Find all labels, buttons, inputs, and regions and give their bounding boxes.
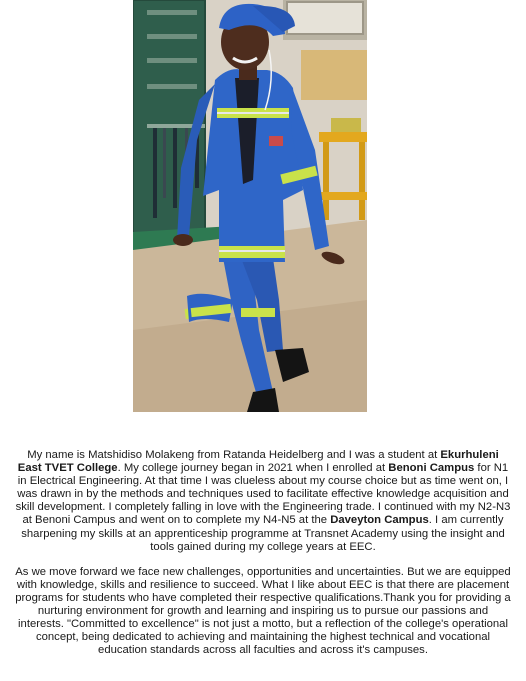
bold-campus-name: Daveyton Campus bbox=[330, 514, 429, 527]
paragraph-intro bbox=[14, 449, 512, 554]
bold-college-name: Ekurhuleni East TVET College bbox=[17, 449, 499, 475]
paragraph-reflection: As we move forward we face new challenges, opportunities and uncertainties. But we are equipped with knowledge, skills and resilience to succeed. What I like about EEC is that there are placement programs for students who have completed their respective qualifications.Thank you for providing a nurturing environment for growth and learning and inspiring us to pursue our passions and interests. "Committed to excellence" is not just a motto, but a reflection of the college's operational concept, being dedicated to achieving and maintaining the highest technical and vocational education standards across all faculties and across it's campuses. bbox=[15, 565, 511, 657]
text-segment: . My college journey began in 2021 when I enrolled at bbox=[117, 462, 389, 475]
bold-campus-name: Benoni Campus bbox=[388, 462, 475, 475]
text-segment: . I am currently sharpening my skills at an apprenticeship programme at Transnet Academy using the insight and tools gained during my college years at EEC. bbox=[21, 514, 505, 553]
text-segment: My name is Matshidiso Molakeng from Ratanda Heidelberg and I was a student at bbox=[27, 449, 441, 461]
student-photo bbox=[133, 0, 367, 412]
text-segment: for N1 in Electrical Engineering. At that time I was clueless about my course choice but as time went on, I was drawn in by the methods and techniques used to facilitate effective knowledge acquisition and skill development. I completely falling in love with the Engineering trade. I continued with my N2-N3 at Benoni Campus and went on to complete my N4-N5 at the bbox=[15, 462, 511, 527]
article-text bbox=[14, 449, 512, 657]
